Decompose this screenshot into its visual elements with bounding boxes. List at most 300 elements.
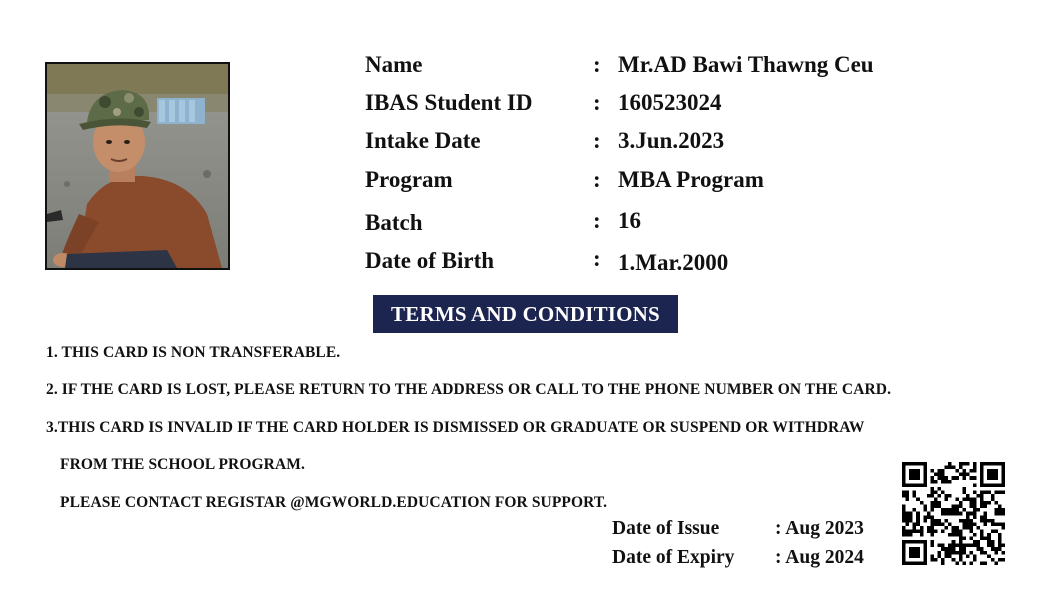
qr-module xyxy=(994,473,998,477)
qr-module xyxy=(962,508,966,512)
qr-module xyxy=(916,529,920,533)
qr-module xyxy=(998,490,1002,494)
support-contact-line: PLEASE CONTACT REGISTAR @MGWORLD.EDUCATION FOR SUPPORT. xyxy=(60,494,608,511)
qr-module xyxy=(913,469,917,473)
qr-module xyxy=(980,551,984,555)
qr-module xyxy=(902,547,906,551)
qr-module xyxy=(962,476,966,480)
qr-module xyxy=(909,515,913,519)
qr-module xyxy=(930,490,934,494)
qr-module xyxy=(938,469,942,473)
qr-module xyxy=(902,490,906,494)
qr-module xyxy=(980,466,984,470)
qr-module xyxy=(927,515,931,519)
qr-module xyxy=(916,554,920,558)
qr-module xyxy=(984,561,988,565)
qr-module xyxy=(930,554,934,558)
qr-module xyxy=(930,558,934,562)
qr-module xyxy=(966,494,970,498)
qr-module xyxy=(991,522,995,526)
qr-module xyxy=(973,498,977,502)
qr-module xyxy=(969,512,973,516)
qr-module xyxy=(934,501,938,505)
qr-module xyxy=(987,473,991,477)
qr-module xyxy=(984,501,988,505)
qr-module xyxy=(955,561,959,565)
qr-module xyxy=(941,522,945,526)
qr-module xyxy=(938,544,942,548)
qr-module xyxy=(998,537,1002,541)
qr-module xyxy=(902,473,906,477)
qr-module xyxy=(955,526,959,530)
qr-module xyxy=(945,476,949,480)
qr-module xyxy=(920,462,924,466)
qr-module xyxy=(984,490,988,494)
qr-module xyxy=(923,462,927,466)
qr-module xyxy=(959,473,963,477)
qr-module xyxy=(941,558,945,562)
qr-module xyxy=(934,473,938,477)
qr-module xyxy=(1001,480,1005,484)
qr-module xyxy=(923,547,927,551)
qr-module xyxy=(980,537,984,541)
qr-module xyxy=(916,547,920,551)
qr-module xyxy=(994,561,998,565)
qr-module xyxy=(948,544,952,548)
qr-module xyxy=(973,476,977,480)
qr-module xyxy=(916,476,920,480)
qr-module xyxy=(980,501,984,505)
qr-module xyxy=(998,540,1002,544)
qr-module xyxy=(1001,522,1005,526)
qr-module xyxy=(930,487,934,491)
qr-module xyxy=(948,462,952,466)
qr-module xyxy=(987,476,991,480)
qr-module xyxy=(934,490,938,494)
qr-module xyxy=(945,519,949,523)
qr-module xyxy=(987,533,991,537)
qr-module xyxy=(994,462,998,466)
qr-module xyxy=(987,519,991,523)
qr-module xyxy=(938,554,942,558)
qr-module xyxy=(984,522,988,526)
qr-module xyxy=(906,529,910,533)
qr-module xyxy=(959,512,963,516)
name-separator: : xyxy=(593,52,601,77)
qr-module xyxy=(906,540,910,544)
qr-module xyxy=(969,519,973,523)
qr-module xyxy=(952,505,956,509)
qr-module xyxy=(1001,473,1005,477)
qr-module xyxy=(913,551,917,555)
qr-module xyxy=(980,469,984,473)
qr-module xyxy=(948,554,952,558)
qr-module xyxy=(973,522,977,526)
qr-module xyxy=(966,515,970,519)
qr-module xyxy=(913,540,917,544)
qr-module xyxy=(909,529,913,533)
qr-module xyxy=(927,529,931,533)
qr-module xyxy=(934,505,938,509)
qr-module xyxy=(980,561,984,565)
qr-module xyxy=(973,544,977,548)
qr-module xyxy=(984,515,988,519)
qr-module xyxy=(998,533,1002,537)
qr-module xyxy=(916,515,920,519)
qr-code-graphic xyxy=(902,462,1005,565)
qr-module xyxy=(966,519,970,523)
qr-module xyxy=(973,490,977,494)
qr-module xyxy=(969,551,973,555)
qr-module xyxy=(980,490,984,494)
qr-module xyxy=(909,483,913,487)
qr-module xyxy=(941,508,945,512)
qr-module xyxy=(913,547,917,551)
qr-module xyxy=(916,462,920,466)
term-line-3: 3.THIS CARD IS INVALID IF THE CARD HOLDER IS DISMISSED OR GRADUATE OR SUSPEND OR WITHDRAW xyxy=(46,419,865,436)
qr-module xyxy=(945,551,949,555)
qr-module xyxy=(969,537,973,541)
qr-module xyxy=(920,526,924,530)
qr-module xyxy=(941,480,945,484)
qr-module xyxy=(973,540,977,544)
qr-module xyxy=(973,483,977,487)
qr-module xyxy=(994,469,998,473)
qr-module xyxy=(902,512,906,516)
qr-module xyxy=(934,522,938,526)
qr-module xyxy=(906,483,910,487)
qr-module xyxy=(945,554,949,558)
qr-module xyxy=(952,558,956,562)
qr-module xyxy=(998,508,1002,512)
qr-module xyxy=(991,519,995,523)
qr-module xyxy=(952,544,956,548)
qr-module xyxy=(959,540,963,544)
qr-module xyxy=(952,466,956,470)
qr-module xyxy=(991,483,995,487)
qr-module xyxy=(962,487,966,491)
qr-module xyxy=(913,561,917,565)
qr-module xyxy=(916,519,920,523)
qr-module xyxy=(913,554,917,558)
qr-module xyxy=(930,505,934,509)
qr-module xyxy=(913,508,917,512)
qr-module xyxy=(980,483,984,487)
student-id-separator: : xyxy=(593,90,601,115)
qr-module xyxy=(994,512,998,516)
qr-module xyxy=(923,561,927,565)
qr-module xyxy=(1001,508,1005,512)
qr-module xyxy=(934,529,938,533)
intake-date-label: Intake Date xyxy=(365,128,481,153)
qr-module xyxy=(987,537,991,541)
qr-module xyxy=(909,476,913,480)
qr-module xyxy=(902,529,906,533)
qr-module xyxy=(959,529,963,533)
qr-module xyxy=(987,554,991,558)
qr-module xyxy=(930,540,934,544)
qr-module xyxy=(991,469,995,473)
qr-module xyxy=(930,529,934,533)
qr-module xyxy=(1001,462,1005,466)
qr-module xyxy=(906,515,910,519)
qr-module xyxy=(991,558,995,562)
qr-module xyxy=(906,512,910,516)
qr-module xyxy=(909,547,913,551)
date-of-birth-label: Date of Birth xyxy=(365,248,495,273)
qr-module xyxy=(973,501,977,505)
qr-module xyxy=(973,469,977,473)
qr-module xyxy=(902,551,906,555)
qr-module xyxy=(1001,490,1005,494)
qr-module xyxy=(909,519,913,523)
qr-module xyxy=(923,505,927,509)
qr-module xyxy=(955,469,959,473)
qr-module xyxy=(909,473,913,477)
qr-module xyxy=(973,533,977,537)
qr-module xyxy=(973,462,977,466)
qr-module xyxy=(984,551,988,555)
intake-date-value: 3.Jun.2023 xyxy=(618,128,725,153)
qr-module xyxy=(987,544,991,548)
qr-module xyxy=(984,519,988,523)
qr-module xyxy=(984,512,988,516)
qr-module xyxy=(930,522,934,526)
qr-module xyxy=(962,473,966,477)
qr-module xyxy=(923,473,927,477)
issue-date-label: Date of Issue xyxy=(612,518,720,539)
qr-module xyxy=(938,501,942,505)
qr-module xyxy=(1001,483,1005,487)
student-id-label: IBAS Student ID xyxy=(365,90,533,115)
qr-module xyxy=(966,522,970,526)
qr-module xyxy=(923,469,927,473)
qr-module xyxy=(994,508,998,512)
qr-module xyxy=(1001,551,1005,555)
program-value: MBA Program xyxy=(618,167,764,192)
qr-module xyxy=(987,469,991,473)
qr-module xyxy=(998,522,1002,526)
qr-module xyxy=(920,561,924,565)
qr-module xyxy=(987,490,991,494)
qr-module xyxy=(991,529,995,533)
qr-module xyxy=(969,544,973,548)
qr-module xyxy=(930,533,934,537)
qr-module xyxy=(969,505,973,509)
qr-module xyxy=(994,501,998,505)
qr-module xyxy=(955,498,959,502)
qr-module xyxy=(948,466,952,470)
qr-module xyxy=(1001,526,1005,530)
qr-module xyxy=(955,512,959,516)
qr-module xyxy=(980,547,984,551)
qr-module xyxy=(941,473,945,477)
qr-module xyxy=(955,533,959,537)
qr-module xyxy=(955,551,959,555)
qr-module xyxy=(952,512,956,516)
qr-module xyxy=(959,462,963,466)
qr-module xyxy=(916,540,920,544)
qr-module xyxy=(980,494,984,498)
qr-module xyxy=(962,526,966,530)
qr-module xyxy=(945,547,949,551)
qr-module xyxy=(962,544,966,548)
qr-module xyxy=(920,533,924,537)
qr-module xyxy=(913,476,917,480)
qr-module xyxy=(930,519,934,523)
qr-module xyxy=(962,551,966,555)
qr-module xyxy=(980,505,984,509)
qr-module xyxy=(980,480,984,484)
qr-module xyxy=(923,480,927,484)
qr-module xyxy=(998,558,1002,562)
qr-module xyxy=(955,505,959,509)
qr-module xyxy=(923,544,927,548)
qr-module xyxy=(969,476,973,480)
qr-module xyxy=(938,505,942,509)
qr-module xyxy=(959,501,963,505)
qr-module xyxy=(969,469,973,473)
qr-module xyxy=(902,526,906,530)
qr-module xyxy=(945,480,949,484)
program-label: Program xyxy=(365,167,453,192)
qr-module xyxy=(991,498,995,502)
batch-separator: : xyxy=(593,208,601,233)
qr-module xyxy=(913,522,917,526)
qr-module xyxy=(909,469,913,473)
qr-module xyxy=(948,547,952,551)
qr-module xyxy=(923,466,927,470)
qr-module xyxy=(920,501,924,505)
term-line-3-continued: FROM THE SCHOOL PROGRAM. xyxy=(60,456,305,473)
student-photo-image xyxy=(47,64,228,268)
qr-module xyxy=(916,551,920,555)
qr-module xyxy=(916,469,920,473)
qr-module xyxy=(923,519,927,523)
qr-module xyxy=(980,519,984,523)
qr-module xyxy=(994,547,998,551)
qr-module xyxy=(998,462,1002,466)
qr-module xyxy=(952,547,956,551)
qr-module xyxy=(973,508,977,512)
qr-module xyxy=(952,476,956,480)
qr-module xyxy=(923,540,927,544)
qr-module xyxy=(959,519,963,523)
qr-module xyxy=(909,554,913,558)
qr-module xyxy=(980,476,984,480)
qr-module xyxy=(930,501,934,505)
qr-module xyxy=(991,494,995,498)
qr-module xyxy=(906,462,910,466)
program-separator: : xyxy=(593,167,601,192)
qr-module xyxy=(909,551,913,555)
qr-module xyxy=(980,529,984,533)
qr-module xyxy=(984,483,988,487)
qr-module xyxy=(959,558,963,562)
qr-module xyxy=(966,544,970,548)
issue-date-value: : Aug 2023 xyxy=(775,518,864,539)
qr-module xyxy=(913,483,917,487)
qr-module xyxy=(969,526,973,530)
qr-module xyxy=(1001,466,1005,470)
qr-module xyxy=(973,466,977,470)
qr-module xyxy=(973,512,977,516)
terms-title: TERMS AND CONDITIONS xyxy=(373,295,678,333)
qr-module xyxy=(980,498,984,502)
qr-module xyxy=(962,561,966,565)
qr-module xyxy=(920,540,924,544)
expiry-date-label: Date of Expiry xyxy=(612,547,735,568)
qr-module xyxy=(991,544,995,548)
qr-module xyxy=(991,473,995,477)
student-photo xyxy=(45,62,230,270)
qr-module xyxy=(941,512,945,516)
qr-module xyxy=(1001,558,1005,562)
qr-module xyxy=(906,519,910,523)
qr-module xyxy=(991,547,995,551)
qr-module xyxy=(962,490,966,494)
qr-module xyxy=(945,508,949,512)
qr-module xyxy=(930,480,934,484)
qr-module xyxy=(913,490,917,494)
qr-module xyxy=(945,466,949,470)
qr-module xyxy=(927,494,931,498)
qr-module xyxy=(966,526,970,530)
qr-module xyxy=(923,554,927,558)
qr-module xyxy=(959,547,963,551)
qr-module xyxy=(920,483,924,487)
qr-module xyxy=(952,526,956,530)
qr-module xyxy=(941,544,945,548)
qr-module xyxy=(948,480,952,484)
qr-module xyxy=(923,476,927,480)
qr-module xyxy=(906,494,910,498)
qr-module xyxy=(930,544,934,548)
qr-module xyxy=(906,522,910,526)
qr-module xyxy=(902,544,906,548)
qr-module xyxy=(994,551,998,555)
qr-module xyxy=(948,508,952,512)
qr-module xyxy=(980,473,984,477)
qr-module xyxy=(913,526,917,530)
qr-module xyxy=(902,466,906,470)
qr-module xyxy=(1001,544,1005,548)
qr-module xyxy=(980,533,984,537)
qr-module xyxy=(916,498,920,502)
qr-module xyxy=(938,476,942,480)
qr-module xyxy=(948,551,952,555)
qr-module xyxy=(906,561,910,565)
qr-module xyxy=(945,512,949,516)
qr-module xyxy=(906,498,910,502)
qr-module xyxy=(941,476,945,480)
qr-module xyxy=(941,469,945,473)
qr-module xyxy=(969,529,973,533)
qr-module xyxy=(969,561,973,565)
name-value: Mr.AD Bawi Thawng Ceu xyxy=(618,52,874,77)
qr-module xyxy=(902,483,906,487)
qr-module xyxy=(906,490,910,494)
qr-module xyxy=(962,537,966,541)
qr-module xyxy=(959,533,963,537)
qr-module xyxy=(952,508,956,512)
qr-module xyxy=(923,508,927,512)
qr-module xyxy=(902,515,906,519)
qr-module xyxy=(977,494,981,498)
qr-module xyxy=(941,490,945,494)
qr-module xyxy=(955,544,959,548)
batch-value: 16 xyxy=(618,208,641,233)
